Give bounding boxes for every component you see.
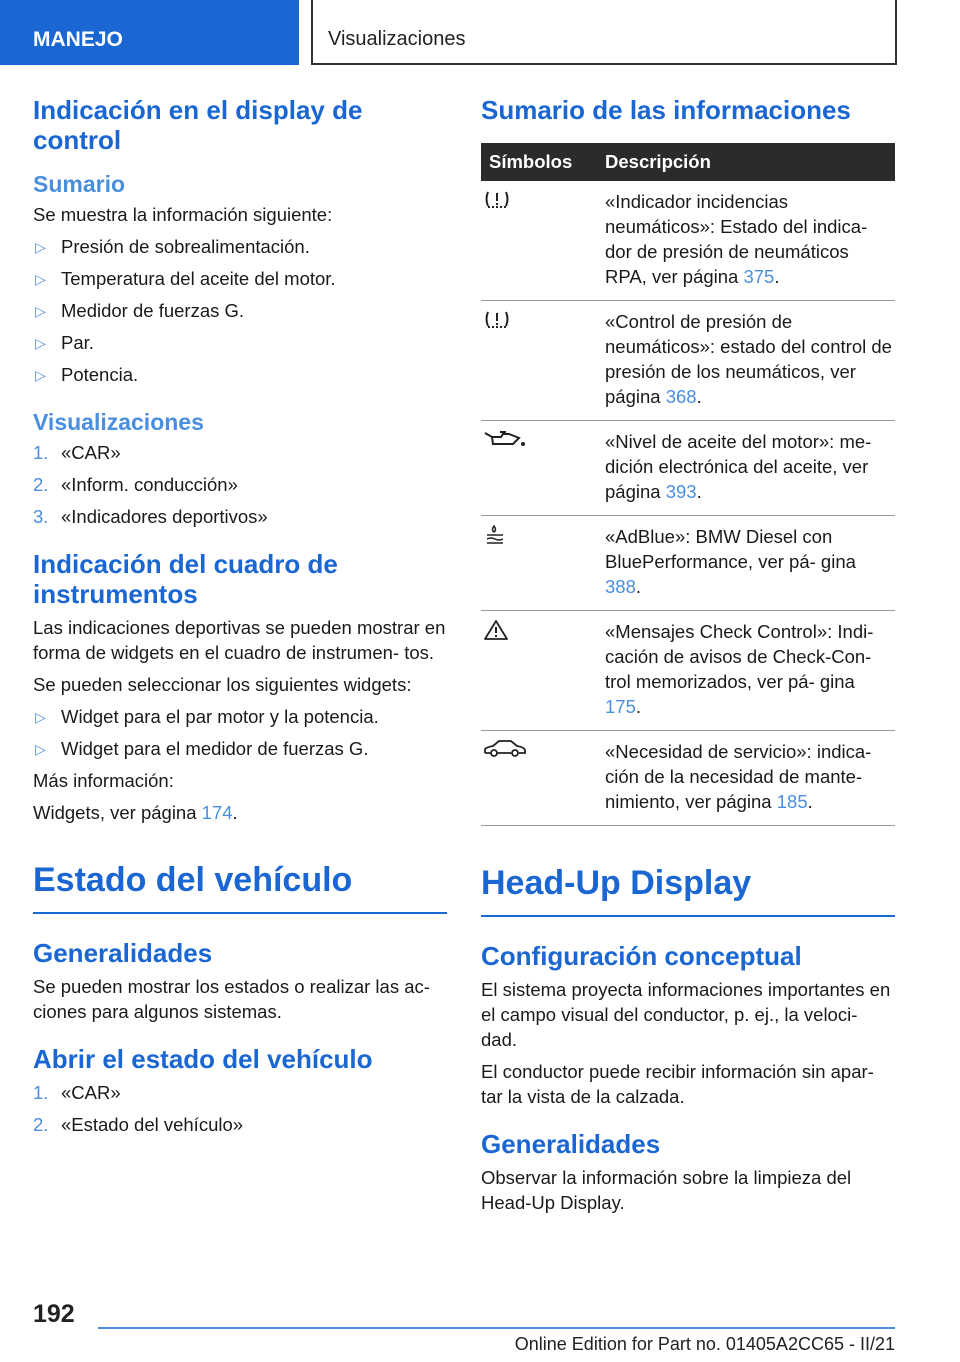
widgets-ref: Widgets, ver página 174. — [33, 802, 238, 823]
bullet-triangle-icon: ▷ — [35, 271, 46, 287]
tire-pressure-icon — [483, 309, 511, 331]
col-header-symbols: Símbolos — [481, 143, 605, 181]
list-item: ▷ Widget para el medidor de fuerzas G. — [33, 736, 447, 761]
cuadro-p1: Las indicaciones deportivas se pueden mostrar en forma de widgets en el cuadro de instrumen- tos. — [33, 617, 446, 663]
right-column — [481, 95, 895, 1222]
oil-can-icon — [483, 429, 527, 449]
chapter-tab — [311, 0, 897, 65]
page-link[interactable]: 393 — [665, 481, 697, 502]
warning-triangle-icon — [483, 619, 509, 641]
bullet-triangle-icon: ▷ — [35, 367, 46, 383]
table-row: «AdBlue»: BMW Diesel con BluePerformance, ver pá- gina 388. — [481, 516, 895, 611]
more-info: Más información: — [33, 770, 174, 791]
generalidades-text: Se pueden mostrar los estados o realizar las ac- ciones para algunos sistemas. — [33, 976, 430, 1022]
bullet-triangle-icon: ▷ — [35, 741, 46, 757]
heading-sumario-informaciones: Sumario de las informaciones — [481, 95, 851, 125]
page-link[interactable]: 174 — [201, 802, 233, 823]
heading-display: Indicación en el display de control — [33, 95, 363, 155]
list-item: ▷ Par. — [33, 330, 447, 355]
page-link[interactable]: 388 — [605, 576, 636, 597]
list-item: ▷ Presión de sobrealimentación. — [33, 234, 447, 259]
footer-divider — [98, 1327, 895, 1329]
heading-hud-generalidades: Generalidades — [481, 1129, 661, 1159]
heading-estado: Estado del vehículo — [33, 861, 447, 914]
bullet-triangle-icon: ▷ — [35, 239, 46, 255]
page-link[interactable]: 175 — [605, 696, 636, 717]
list-item: ▷ Temperatura del aceite del motor. — [33, 266, 447, 291]
edition-note: Online Edition for Part no. 01405A2CC65 - II/21 — [514, 1334, 895, 1354]
section-tab — [0, 0, 299, 65]
list-item: 2. «Inform. conducción» — [33, 474, 238, 495]
page-link[interactable]: 375 — [743, 266, 775, 287]
adblue-icon — [483, 524, 507, 546]
list-item: 1. «CAR» — [33, 442, 121, 463]
chapter-title: Visualizaciones — [328, 28, 466, 50]
cuadro-p2: Se pueden seleccionar los siguientes widgets: — [33, 674, 412, 695]
concept-p1: El sistema proyecta informaciones importantes en el campo visual del conductor, p. ej., la veloci- dad. — [481, 979, 891, 1050]
heading-generalidades: Generalidades — [33, 938, 213, 968]
list-item: 2. «Estado del vehículo» — [33, 1114, 244, 1135]
bullet-triangle-icon: ▷ — [35, 335, 46, 351]
hud-gen-text: Observar la información sobre la limpieza del Head-Up Display. — [481, 1167, 852, 1213]
list-item: 1. «CAR» — [33, 1082, 121, 1103]
list-item: 3. «Indicadores deportivos» — [33, 506, 268, 527]
table-row: «Mensajes Check Control»: Indi- cación de avisos de Check-Con- trol memorizados, ver pá- gina 175. — [481, 611, 895, 731]
concept-p2: El conductor puede recibir información sin apar- tar la vista de la calzada. — [481, 1061, 874, 1107]
heading-abrir: Abrir el estado del vehículo — [33, 1044, 373, 1074]
left-column — [33, 95, 447, 1144]
heading-sumario: Sumario — [33, 171, 126, 197]
car-service-icon — [483, 739, 527, 759]
tire-pressure-icon — [483, 189, 511, 211]
section-title: MANEJO — [33, 28, 123, 51]
heading-configuracion: Configuración conceptual — [481, 941, 802, 971]
table-row: «Necesidad de servicio»: indica- ción de la necesidad de mante- nimiento, ver página 185. — [481, 731, 895, 826]
bullet-triangle-icon: ▷ — [35, 303, 46, 319]
col-header-description: Descripción — [605, 143, 895, 181]
page-link[interactable]: 185 — [776, 791, 808, 812]
list-item: ▷ Medidor de fuerzas G. — [33, 298, 447, 323]
heading-hud: Head-Up Display — [481, 864, 895, 917]
page-number: 192 — [33, 1300, 75, 1328]
table-row: «Indicador incidencias neumáticos»: Estado del indica- dor de presión de neumáticos RPA, ver página 375. — [481, 181, 895, 301]
heading-cuadro: Indicación del cuadro de instrumentos — [33, 549, 338, 609]
symbols-table — [481, 143, 895, 826]
list-item: ▷ Widget para el par motor y la potencia. — [33, 704, 447, 729]
table-header-row — [481, 143, 895, 181]
sumario-intro: Se muestra la información siguiente: — [33, 204, 333, 225]
table-row: «Control de presión de neumáticos»: estado del control de presión de los neumáticos, ver página 368. — [481, 301, 895, 421]
page-link[interactable]: 368 — [665, 386, 697, 407]
list-item: ▷ Potencia. — [33, 362, 447, 387]
heading-visualizaciones: Visualizaciones — [33, 409, 204, 435]
bullet-triangle-icon: ▷ — [35, 709, 46, 725]
table-row: «Nivel de aceite del motor»: me- dición electrónica del aceite, ver página 393. — [481, 421, 895, 516]
